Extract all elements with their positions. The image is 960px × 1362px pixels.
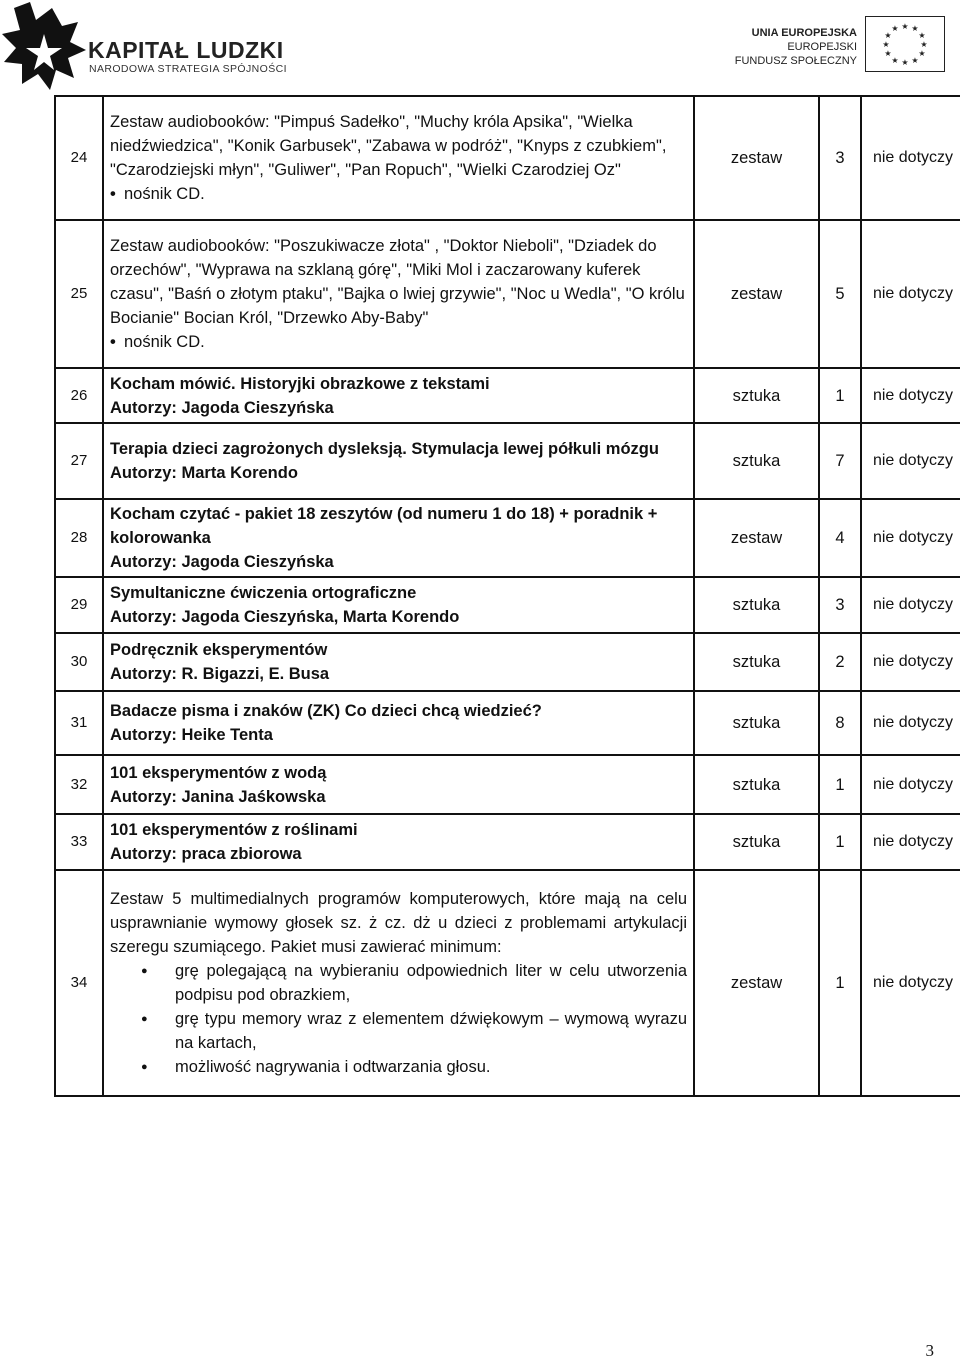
item-title: Symultaniczne ćwiczenia ortograficzne [110, 584, 417, 602]
quantity-cell: 1 [819, 814, 861, 870]
row-number: 31 [55, 691, 103, 755]
item-authors: Autorzy: Jagoda Cieszyńska, Marta Korendo [110, 608, 460, 626]
row-number: 25 [55, 220, 103, 368]
svg-text:★: ★ [891, 24, 899, 33]
svg-text:★: ★ [918, 49, 926, 58]
table-row [55, 755, 960, 814]
quantity-cell: 2 [819, 633, 861, 691]
option-cell: nie dotyczy [861, 633, 960, 691]
eu-text [735, 26, 857, 68]
eu-flag-icon [865, 16, 945, 72]
option-cell: nie dotyczy [861, 220, 960, 368]
option-cell: nie dotyczy [861, 577, 960, 633]
svg-text:★: ★ [901, 22, 909, 31]
unit-cell: sztuka [694, 368, 819, 423]
item-authors: Autorzy: Jagoda Cieszyńska [110, 398, 334, 417]
requirements-list [110, 959, 687, 1079]
row-number: 24 [55, 96, 103, 220]
svg-text:★: ★ [920, 40, 928, 49]
item-authors: Autorzy: R. Bigazzi, E. Busa [110, 665, 330, 683]
items-table [54, 95, 960, 1097]
row-number: 27 [55, 423, 103, 499]
eu-line2: EUROPEJSKI [787, 41, 857, 53]
svg-text:★: ★ [918, 31, 926, 40]
option-cell: nie dotyczy [861, 814, 960, 870]
unit-cell: sztuka [694, 814, 819, 870]
table-row [55, 423, 960, 499]
list-item: ● grę polegającą na wybieraniu odpowiednich liter w celu utworzenia podpisu pod obrazkiem, [175, 959, 687, 1007]
logo-title: KAPITAŁ LUDZKI [88, 37, 284, 63]
row-number: 30 [55, 633, 103, 691]
item-authors: Autorzy: Janina Jaśkowska [110, 787, 326, 806]
quantity-cell: 5 [819, 220, 861, 368]
item-title: Podręcznik eksperymentów [110, 641, 328, 659]
quantity-cell: 1 [819, 870, 861, 1096]
unit-cell: zestaw [694, 96, 819, 220]
item-title: Terapia dzieci zagrożonych dysleksją. Stymulacja lewej półkuli mózgu [110, 440, 659, 458]
row-description [103, 423, 694, 499]
item-authors: Autorzy: Jagoda Cieszyńska [110, 553, 334, 571]
row-description [103, 755, 694, 814]
svg-text:★: ★ [911, 24, 919, 33]
unit-cell: sztuka [694, 577, 819, 633]
option-cell: nie dotyczy [861, 499, 960, 577]
row-description [103, 870, 694, 1096]
unit-cell: sztuka [694, 691, 819, 755]
row-number: 28 [55, 499, 103, 577]
item-title: Kocham mówić. Historyjki obrazkowe z tekstami [110, 374, 490, 393]
quantity-cell: 8 [819, 691, 861, 755]
svg-text:★: ★ [891, 56, 899, 65]
row-description [103, 633, 694, 691]
quantity-cell: 1 [819, 755, 861, 814]
kapital-ludzki-logo [0, 0, 300, 92]
medium-bullet: • nośnik CD. [110, 330, 687, 354]
eu-logo [730, 14, 945, 74]
table-row [55, 499, 960, 577]
svg-text:★: ★ [884, 31, 892, 40]
option-cell: nie dotyczy [861, 423, 960, 499]
option-cell: nie dotyczy [861, 691, 960, 755]
eu-line3: FUNDUSZ SPOŁECZNY [734, 55, 857, 67]
unit-cell: sztuka [694, 423, 819, 499]
item-title: Kocham czytać - pakiet 18 zeszytów (od numeru 1 do 18) + poradnik + kolorowanka [110, 505, 658, 547]
svg-text:★: ★ [911, 56, 919, 65]
unit-cell: zestaw [694, 220, 819, 368]
row-number: 33 [55, 814, 103, 870]
row-number: 29 [55, 577, 103, 633]
table-row [55, 814, 960, 870]
quantity-cell: 1 [819, 368, 861, 423]
option-cell: nie dotyczy [861, 96, 960, 220]
row-description [103, 220, 694, 368]
unit-cell: zestaw [694, 870, 819, 1096]
kapital-ludzki-emblem [0, 0, 86, 92]
row-number: 32 [55, 755, 103, 814]
quantity-cell: 4 [819, 499, 861, 577]
table-row [55, 633, 960, 691]
item-authors: Autorzy: praca zbiorowa [110, 845, 302, 863]
svg-text:★: ★ [884, 49, 892, 58]
row-number: 34 [55, 870, 103, 1096]
table-row [55, 870, 960, 1096]
table-row [55, 220, 960, 368]
row-description [103, 814, 694, 870]
unit-cell: sztuka [694, 633, 819, 691]
description-text: Zestaw audiobooków: "Pimpuś Sadełko", "Muchy króla Apsika", "Wielka niedźwiedzica", "Konik Garbusek", "Zabawa w podróż", "Knyps z czubkiem", "Czarodziejski młyn", "Guliwer", "Pan Ropuch", "Wielki Czarodziej Oz" [110, 113, 667, 179]
table-row [55, 96, 960, 220]
item-title: 101 eksperymentów z roślinami [110, 821, 358, 839]
svg-text:★: ★ [882, 40, 890, 49]
description-text: Zestaw audiobooków: "Poszukiwacze złota" , "Doktor Nieboli", "Dziadek do orzechów", "Wyprawa na szklaną górę", "Miki Mol i zaczarowany kuferek czasu", "Baśń o złotym ptaku", "Bajka o lwiej grzywie", "Noc u Wedla", "O królu Bocianie" Bocian Król, "Drzewko Aby-Baby" [110, 237, 685, 327]
item-authors: Autorzy: Heike Tenta [110, 726, 273, 744]
quantity-cell: 7 [819, 423, 861, 499]
unit-cell: sztuka [694, 755, 819, 814]
list-item: ● grę typu memory wraz z elementem dźwiękowym – wymową wyrazu na kartach, [175, 1007, 687, 1055]
option-cell: nie dotyczy [861, 368, 960, 423]
option-cell: nie dotyczy [861, 870, 960, 1096]
eu-line1: UNIA EUROPEJSKA [751, 27, 857, 39]
logo-subtitle: NARODOWA STRATEGIA SPÓJNOŚCI [89, 63, 287, 75]
list-item: ● możliwość nagrywania i odtwarzania głosu. [175, 1055, 687, 1079]
item-title: 101 eksperymentów z wodą [110, 763, 327, 782]
row-description [103, 368, 694, 423]
page-number: 3 [925, 1341, 934, 1360]
svg-text:★: ★ [901, 58, 909, 67]
row-number: 26 [55, 368, 103, 423]
table-row [55, 691, 960, 755]
unit-cell: zestaw [694, 499, 819, 577]
row-description [103, 577, 694, 633]
medium-bullet: • nośnik CD. [110, 182, 687, 206]
option-cell: nie dotyczy [861, 755, 960, 814]
row-description [103, 691, 694, 755]
row-description [103, 499, 694, 577]
quantity-cell: 3 [819, 577, 861, 633]
quantity-cell: 3 [819, 96, 861, 220]
item-title: Badacze pisma i znaków (ZK) Co dzieci chcą wiedzieć? [110, 702, 542, 720]
table-row [55, 368, 960, 423]
item-authors: Autorzy: Marta Korendo [110, 464, 298, 482]
row-description [103, 96, 694, 220]
table-row [55, 577, 960, 633]
description-text: Zestaw 5 multimedialnych programów komputerowych, które mają na celu usprawnianie wymowy głosek sz. ż cz. dż u dzieci z problemami artykulacji szeregu szumiącego. Pakiet musi zawierać minimum: [110, 890, 687, 956]
